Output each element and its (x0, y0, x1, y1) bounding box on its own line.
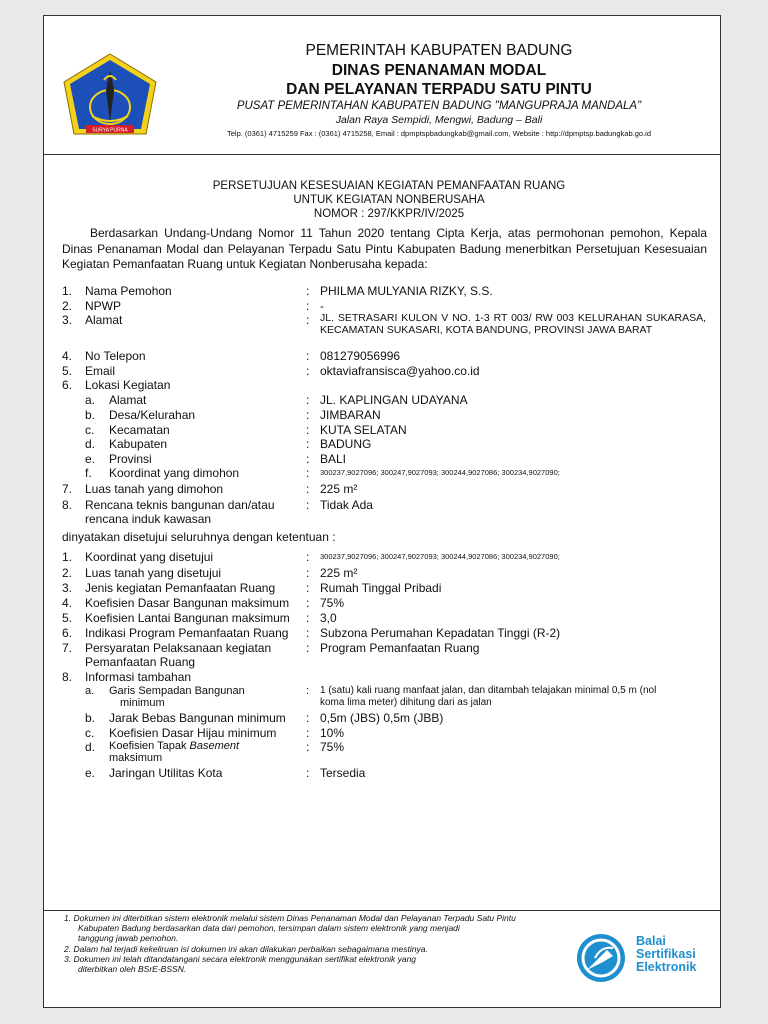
footnote-2: 2. Dalam hal terjadi kekeliruan isi dokumen ini akan dilakukan perbaikan sebagaimana mestinya. (64, 944, 428, 954)
header-line-2: DINAS PENANAMAN MODAL (331, 62, 547, 79)
document-title-line-1: PERSETUJUAN KESESUAIAN KEGIATAN PEMANFAATAN RUANG (212, 180, 566, 192)
document-title-line-2: UNTUK KEGIATAN NONBERUSAHA (293, 194, 485, 206)
header-contact-line: Telp. (0361) 4715259 Fax : (0361) 4715258, Email : dpmptspbadungkab@gmail.com, Website : http://dpmptsp.badungkab.go.id (227, 129, 651, 138)
header-line-4: PUSAT PEMERINTAHAN KABUPATEN BADUNG "MANGUPRAJA MANDALA" (236, 100, 642, 112)
document-number: NOMOR : 297/KKPR/IV/2025 (313, 208, 465, 220)
footnote-divider (44, 910, 720, 911)
header-line-5: Jalan Raya Sempidi, Mengwi, Badung – Bali (335, 114, 543, 126)
header-line-1: PEMERINTAH KABUPATEN BADUNG (305, 42, 573, 59)
header-line-3: DAN PELAYANAN TERPADU SATU PINTU (286, 81, 592, 98)
header-divider (44, 154, 720, 155)
applicant-name-value: PHILMA MULYANIA RIZKY, S.S. (320, 284, 493, 298)
logo-ribbon-text: SURYA PURNA (92, 127, 128, 134)
address-value: JL. SETRASARI KULON V NO. 1-3 RT 003/ RW 003 KELURAHAN SUKARASA, KECAMATAN SUKASARI, KOTA BANDUNG, PROVINSI JAWA BARAT (320, 312, 706, 336)
intro-paragraph: Berdasarkan Undang-Undang Nomor 11 Tahun 2020 tentang Cipta Kerja, atas permohonan pemohon, Kepala Dinas Penanaman Modal dan Pelayanan Terpadu Satu Pintu Kabupaten Badung menerbitkan Persetujuan Kesesuaian Kegiatan Pemanfaatan Ruang untuk Kegiatan Nonberusaha kepada: (62, 226, 707, 271)
bsre-logo-icon (573, 932, 629, 984)
footnote-3: 3. Dokumen ini telah ditandatangani secara elektronik menggunakan sertifikat elektronik yang (64, 954, 417, 964)
footnote-1: 1. Dokumen ini diterbitkan sistem elektronik melalui sistem Dinas Penanaman Modal dan Pelayanan Terpadu Satu Pintu (64, 913, 516, 923)
bsre-logo-text: Balai Sertifikasi Elektronik (636, 934, 697, 974)
